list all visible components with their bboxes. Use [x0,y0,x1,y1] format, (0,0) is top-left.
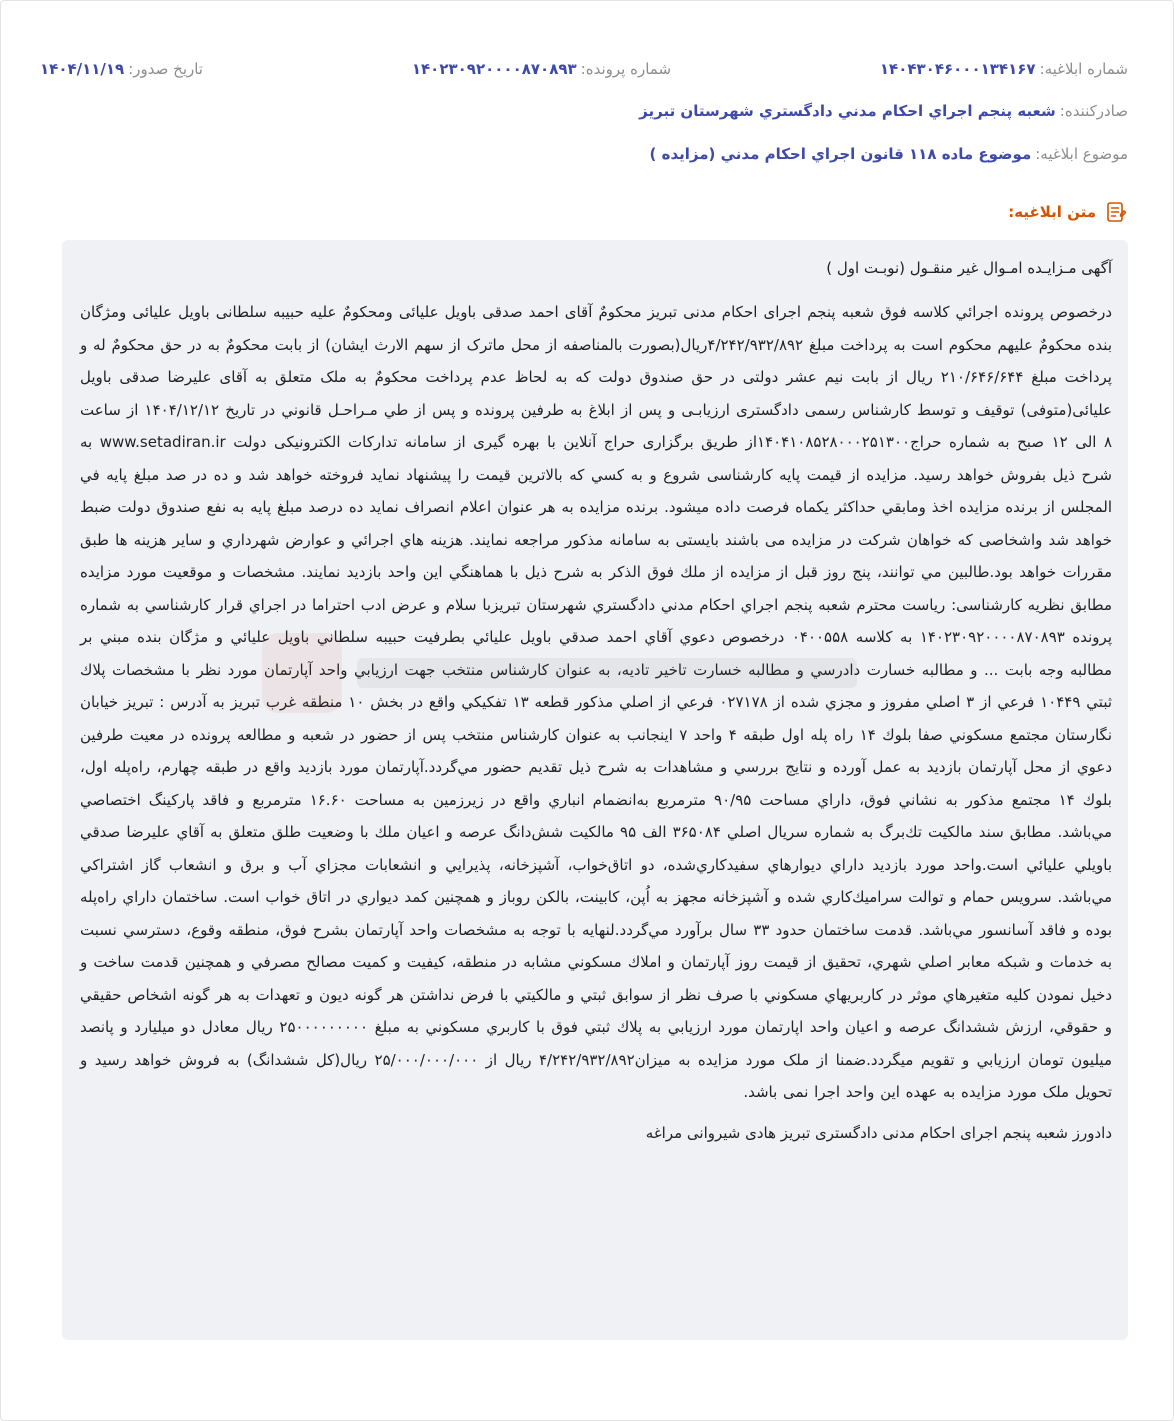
meta-row-numbers [40,57,1128,81]
subject-value: موضوع ماده ۱۱۸ قانون اجراي احكام مدني (مزايده ) [649,145,1032,163]
issuer-label: صادرکننده: [1059,102,1128,120]
case-number-label: شماره پرونده: [580,60,672,78]
case-number [412,57,671,81]
notice-signature: دادورز شعبه پنجم اجرای احکام مدنی دادگستری تبریز هادی شیروانی مراغه [645,1123,1112,1142]
meta-row-subject [40,142,1128,166]
notice-body: درخصوص پرونده اجرائي كلاسه فوق شعبه پنجم اجرای احکام مدنی تبریز محکومٌ آقای احمد صدقی باویل علیائی ومحکومٌ علیه حبیبه سلطانی باویل علیائی ومژگان بنده محکومٌ علیهم محکوم است به پرداخت مبلغ ۴/۲۴۲/۹۳۲/۸۹۲ریال(بصورت بالمناصفه از محل ماترک از سهم الارث ایشان) از بابت محکومٌ به در حق محکومٌ له و پرداخت مبلغ ۲۱۰/۶۴۶/۶۴۴ ریال از بابت نیم عشر دولتی در حق صندوق دولت که به لحاظ عدم پرداخت محکومٌ به ملک متعلق به آقای علیرضا صدقی باویل علیائی(متوفی) توقیف و توسط کارشناس رسمی دادگستری ارزیابـی و پس از ابلاغ به طرفین پرونده و پس از طي مـراحـل قانوني در تاريخ ۱۴۰۴/۱۲/۱۲ از ساعت ۸ الی ۱۲ صبح به شماره حراج۱۴۰۴۱۰۸۵۲۸۰۰۰۲۵۱۳۰۰از طریق برگزاری حراج آنلاین با بهره گیری از سامانه تدارکات الکترونیکی دولت www.setadiran.ir به شرح ذيل بفروش خواهد رسيد. مزايده از قيمت پايه كارشناسی شروع و به كسي كه بالاترين قيمت را پيشنهاد نمايد فروخته خواهد شد و ده در صد مبلغ پايه في المجلس از برنده مزايده اخذ ومابقي حداكثر يكماه فرصت داده ميشود. برنده مزايده به هر عنوان اعلام انصراف نمايد ده درصد مبلغ پايه به نفع صندوق دولت ضبط خواهد شد واشخاصی که خواهان شرکت در مزایده می باشند بایستی به سامانه مذکور مراجعه نمایند. هزينه هاي اجرائي و عوارض شهرداري و ساير هزينه ها طبق مقررات خواهد بود.طالبين مي توانند، پنج روز قبل از مزايده از ملك فوق الذكر به شرح ذيل با هماهنگي اين واحد بازديد نمايند. مشخصات و موقعيت مورد مزايده مطابق نظريه كارشناسی: رياست محترم شعبه پنجم اجراي احكام مدني دادگستري شهرستان تبريزبا سلام و عرض ادب احتراما در اجراي قرار كارشناسي به شماره پرونده ۱۴۰۲۳۰۹۲۰۰۰۰۸۷۰۸۹۳ به كلاسه ۰۴۰۰۵۵۸ درخصوص دعوي آقاي احمد صدقي باويل علیائي بطرفيت حبيبه سلطاني باويل علیائي و مژگان بنده مبني بر مطالبه وجه بابت ... و مطالبه خسارت دادرسي و مطالبه خسارت تاخير تاديه، به عنوان كارشناس منتخب جهت ارزيابي واحد آپارتمان مورد نظر با مشخصات پلاك ثبتي ۱۰۴۴۹ فرعي از ۳ اصلي مفروز و مجزي شده از ۰۲۷۱۷۸ فرعي از اصلي مذكور قطعه ۱۳ تفكيكي واقع در بخش ۱۰ منطقه غرب تبريز به آدرس : تبريز خيابان نگارستان مجتمع مسكوني صفا بلوك ۱۴ راه پله اول طبقه ۴ واحد ۷ اينجانب به عنوان كارشناس منتخب پس از حضور در شعبه و مطالعه پرونده در معيت طرفين دعوي از محل آپارتمان بازديد به عمل آورده و نتايج بررسي و مشاهدات به شرح ذيل تقديم حضور مي‌گردد.آپارتمان مورد بازديد واقع در طبقه چهارم، راه‌پله اول، بلوك ۱۴ مجتمع مذكور به نشاني فوق، داراي مساحت ۹۰/۹۵ مترمربع به‌انضمام انباري واقع در زيرزمين به مساحت ۱۶.۶۰ مترمربع و فاقد پاركينگ اختصاصي مي‌باشد. مطابق سند مالكيت تك‌برگ به شماره سريال اصلي ۳۶۵۰۸۴ الف ۹۵ مالكيت شش‌دانگ عرصه و اعيان ملك با وضعيت طلق متعلق به آقاي عليرضا صدقي باويلي عليائي است.واحد مورد بازديد داراي ديوارهاي سفيدكاري‌شده، دو اتاق‌خواب، آشپزخانه، پذيرايي و انشعابات مجزاي آب و برق و انشعاب گاز اشتراكي مي‌باشد. سرويس حمام و توالت سراميك‌كاري شده و آشپزخانه مجهز به اُپن، كابينت، بالكن روباز و همچنين كمد ديواري در اتاق خواب است. ساختمان داراي راه‌پله بوده و فاقد آسانسور مي‌باشد. قدمت ساختمان حدود ۳۳ سال برآورد مي‌گردد.لنهايه با توجه به مشخصات واحد آپارتمان بشرح فوق، منطقه وقوع، دسترسي نسبت به خدمات و شبكه معابر اصلي شهري، تحقيق از قيمت روز آپارتمان و املاك مسكوني مشابه در منطقه، كيفيت و كميت مصالح مصرفي و همچنين قدمت ساخت و دخيل نمودن كليه متغيرهاي موثر در كاربريهاي مسكوني با صرف نظر از سوابق ثبتي و مالكيتي با فرض نداشتن هر گونه ديون و تعهدات به هر گونه اشخاص حقيقي و حقوقي، ارزش ششدانگ عرصه و اعيان واحد اپارتمان مورد ارزيابي به پلاك ثبتي فوق با كاربري مسكوني به مبلغ ۲۵۰۰۰۰۰۰۰۰۰ ريال معادل دو ميليارد و پانصد ميليون تومان ارزيابي و تقويم ميگردد.ضمنا از ملک مورد مزایده به میزان۴/۲۴۲/۹۳۲/۸۹۲ ریال از ۲۵/۰۰۰/۰۰۰/۰۰۰ ریال(کل ششدانگ) به فروش خواهد رسید و تحویل ملک مورد مزایده به عهده این واحد اجرا نمی باشد. [80,303,1113,1101]
notice-title: آگهی مـزایـده امـوال غیر منقـول (نوبـت اول ) [826,259,1112,277]
notice-number-label: شماره ابلاغیه: [1039,60,1128,78]
notice-number-value: ۱۴۰۴۳۰۴۶۰۰۰۱۳۴۱۶۷ [879,60,1036,78]
issue-date-value: ۱۴۰۴/۱۱/۱۹ [40,60,125,78]
issuer-value: شعبه پنجم اجراي احكام مدني دادگستري شهرستان تبريز [639,102,1056,120]
issue-date [40,57,203,81]
notice-text-heading-label: متن ابلاغیه: [1008,203,1096,221]
case-number-value: ۱۴۰۲۳۰۹۲۰۰۰۰۸۷۰۸۹۳ [411,60,577,78]
meta-row-issuer [40,99,1128,123]
notice-number [880,57,1128,81]
notice-text-box [62,240,1128,1340]
subject-label: موضوع ابلاغیه: [1035,145,1128,163]
notice-text-heading [1008,200,1128,224]
document-text-icon [1104,200,1128,224]
issue-date-label: تاریخ صدور: [128,60,203,78]
